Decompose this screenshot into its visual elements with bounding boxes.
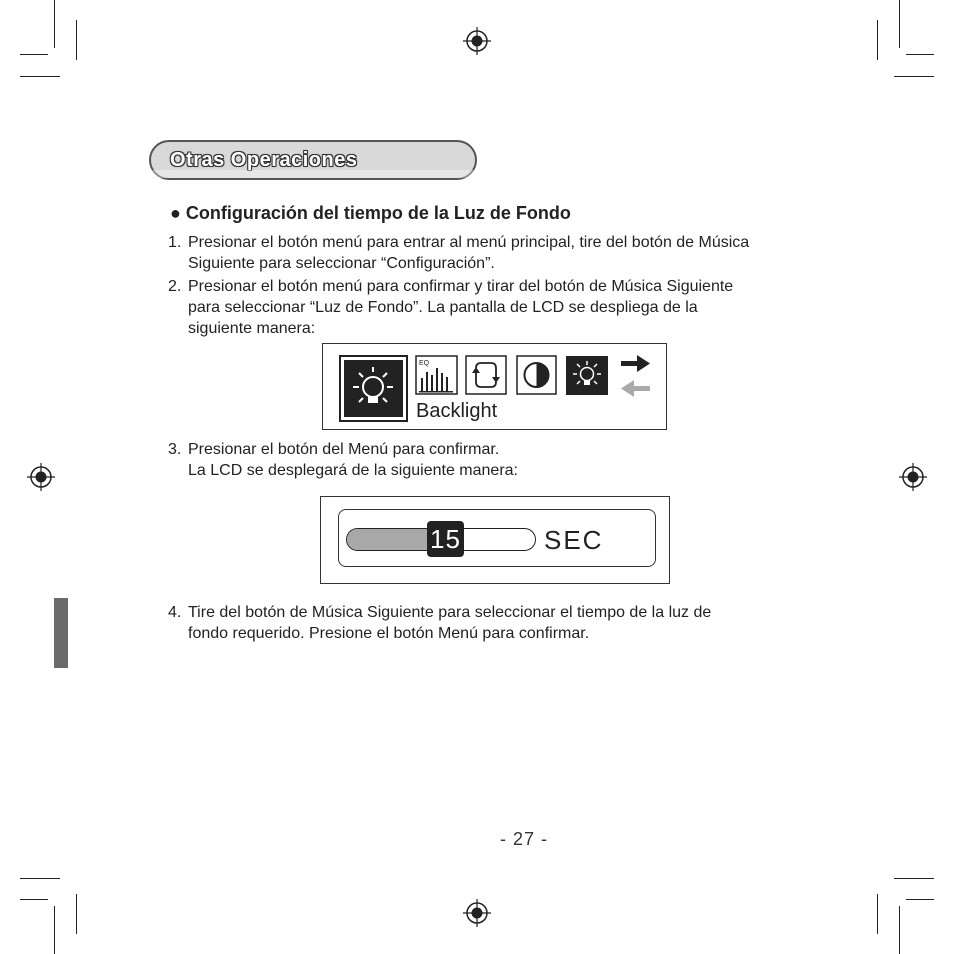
step-number: 4. — [168, 604, 182, 621]
lcd-menu-screen — [322, 343, 667, 430]
crop-mark — [20, 76, 60, 77]
time-unit-label: SEC — [544, 525, 604, 555]
crop-mark — [76, 20, 77, 60]
page-number: - 27 - — [499, 829, 548, 849]
crop-mark — [20, 878, 60, 879]
step-text-line: Presionar el botón menú para confirmar y tirar del botón de Música Siguiente — [188, 278, 734, 295]
crop-mark — [906, 899, 934, 900]
step-text-line: fondo requerido. Presione el botón Menú para confirmar. — [188, 625, 590, 642]
repeat-icon — [466, 356, 506, 394]
arrow-left-icon — [621, 380, 650, 397]
step-text-line: La LCD se desplegará de la siguiente manera: — [188, 462, 518, 479]
crop-mark — [899, 906, 900, 954]
backlight-label: Backlight — [416, 400, 498, 422]
arrow-right-icon — [621, 355, 650, 372]
registration-mark-icon — [899, 463, 927, 491]
language-tab-marker — [54, 598, 68, 668]
crop-mark — [20, 54, 48, 55]
section-banner — [149, 140, 477, 180]
step-text-line: Tire del botón de Música Siguiente para seleccionar el tiempo de la luz de — [188, 604, 712, 621]
registration-mark-icon — [463, 27, 491, 55]
backlight-selected-icon — [340, 356, 407, 421]
contrast-icon — [517, 356, 556, 394]
step-text-line: Siguiente para seleccionar “Configuración”. — [188, 255, 495, 272]
step-text-line: Presionar el botón del Menú para confirmar. — [188, 441, 500, 458]
backlight-icon — [566, 356, 608, 395]
eq-label: EQ — [419, 360, 430, 367]
section-title: Otras Operaciones — [170, 149, 358, 171]
equalizer-icon — [416, 356, 457, 394]
crop-mark — [894, 878, 934, 879]
registration-mark-icon — [27, 463, 55, 491]
crop-mark — [877, 20, 878, 60]
crop-mark — [899, 0, 900, 48]
crop-mark — [76, 894, 77, 934]
crop-mark — [894, 76, 934, 77]
step-text-line: Presionar el botón menú para entrar al menú principal, tire del botón de Música — [188, 234, 750, 251]
subsection-heading: ● Configuración del tiempo de la Luz de Fondo — [170, 203, 571, 223]
step-number: 2. — [168, 278, 182, 295]
crop-mark — [20, 899, 48, 900]
step-number: 1. — [168, 234, 182, 251]
step-text-line: siguiente manera: — [188, 320, 316, 337]
crop-mark — [54, 0, 55, 48]
crop-mark — [906, 54, 934, 55]
time-value-box: 15 — [427, 521, 464, 557]
step-text-line: para seleccionar “Luz de Fondo”. La pantalla de LCD se despliega de la — [188, 299, 698, 316]
crop-mark — [877, 894, 878, 934]
registration-mark-icon — [463, 899, 491, 927]
crop-mark — [54, 906, 55, 954]
step-number: 3. — [168, 441, 182, 458]
lcd-time-screen — [320, 496, 670, 584]
time-slider-fill — [347, 529, 433, 550]
